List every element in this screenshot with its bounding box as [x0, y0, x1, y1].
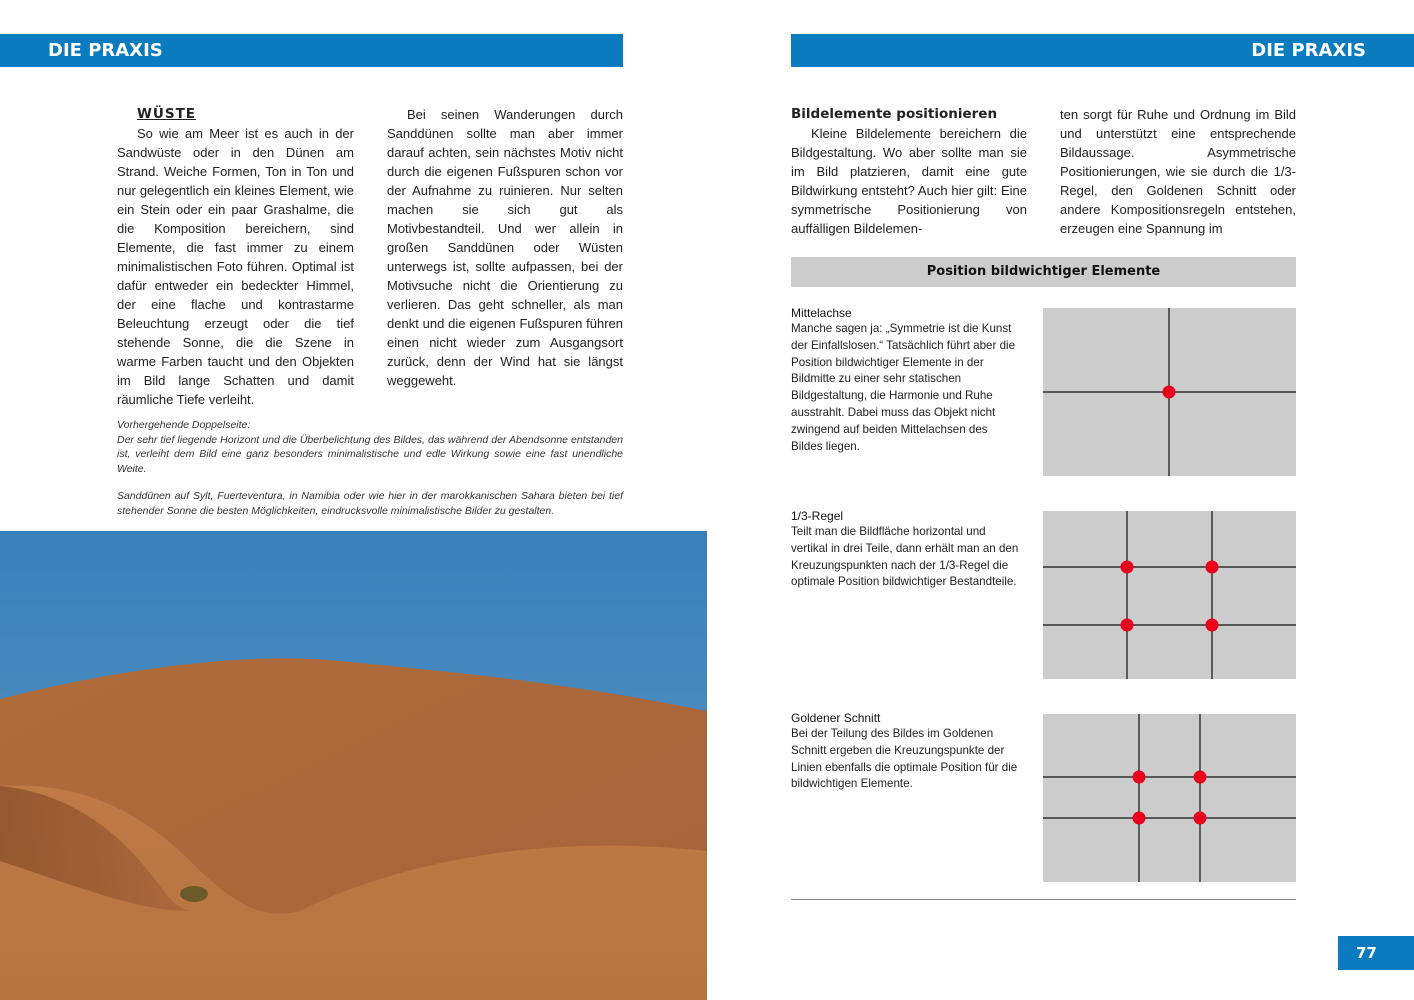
intersection-point	[1121, 619, 1134, 632]
body-text: Bei seinen Wanderungen durch Sanddünen sollte man aber immer darauf achten, sein nächstes Motiv nicht durch die eigenen Fußspuren schon vor der Aufnahme zu ruinieren. Nur selten machen sie sich gut als Motivbestandteil. Und wer allein in großen Sanddünen oder Wüsten unterwegs ist, sollte aufpassen, bei der Motivsuche nicht die Orientierung zu verlieren. Das geht schneller, als man denkt und die eigenen Fußspuren führen einen nicht wieder zum Ausgangsort zurück, denn der Wind hat sie längst weggeweht.	[387, 107, 623, 388]
right-column-2	[1060, 105, 1296, 238]
intersection-point	[1121, 561, 1134, 574]
grass-tuft-icon	[180, 886, 208, 902]
section-title-drittel: 1/3-Regel	[791, 509, 844, 523]
header-title-right: DIE PRAXIS	[1251, 40, 1366, 61]
right-column-1	[791, 105, 1027, 238]
caption-block-2	[117, 489, 623, 518]
section-heading-wueste: WÜSTE	[137, 106, 197, 122]
body-text: Kleine Bildelemente bereichern die Bildgestaltung. Wo aber sollte man sie im Bild platzieren, damit eine gute Bildwirkung entsteht? Auch hier gilt: Eine symmetrische Positionierung von auffälligen Bildelemen-	[791, 126, 1027, 236]
section-title-mittelachse: Mittelachse	[791, 306, 852, 320]
caption-block	[117, 418, 623, 476]
header-band-left	[0, 34, 623, 67]
left-column-2	[387, 105, 623, 390]
diagram-mittelachse	[1043, 308, 1296, 476]
section-text-mittelachse: Manche sagen ja: „Symmetrie ist die Kunst der Einfallslosen.“ Tatsächlich führt aber die Position bildwichtiger Elemente in der Bildmitte zu einer sehr statischen Bildgestaltung, die Harmonie und Ruhe ausstrahlt. Dabei muss das Objekt nicht zwingend auf beiden Mittelachsen des Bildes liegen.	[791, 322, 1016, 453]
section-text-goldener-schnitt: Bei der Teilung des Bildes im Goldenen Schnitt ergeben die Kreuzungspunkte der Linien ebenfalls die optimale Position für die bildwichtigen Elemente.	[791, 727, 1018, 791]
bottom-rule	[791, 899, 1296, 900]
caption-label: Vorhergehende Doppelseite:	[117, 419, 251, 431]
header-band-right	[791, 34, 1414, 67]
diagram-drittel-regel	[1043, 511, 1296, 679]
intersection-point	[1133, 812, 1146, 825]
section-text-drittel: Teilt man die Bildfläche horizontal und vertikal in drei Teile, dann erhält man an den Kreuzungspunkten nach der 1/3-Regel die optimale Position bildwichtiger Bestandteile.	[791, 525, 1019, 589]
header-title-left: DIE PRAXIS	[48, 40, 163, 61]
box-title: Position bildwichtiger Elemente	[791, 257, 1296, 287]
diagram-goldener-schnitt	[1043, 714, 1296, 882]
section-heading-bildelemente: Bildelemente positionieren	[791, 106, 998, 122]
body-text: So wie am Meer ist es auch in der Sandwüste oder in den Dünen am Strand. Weiche Formen, Ton in Ton und nur gelegentlich ein kleines Element, wie ein Stein oder ein paar Grashalme, die die Komposition bereichern, sind Elemente, die fast immer zu einem minimalistischen Foto führen. Optimal ist dafür entweder ein bedeckter Himmel, der eine flache und kontrastarme Beleuchtung erzeugt oder die tief stehende Sonne, die die Szene in warme Farben taucht und den Objekten im Bild lange Schatten und damit räumliche Tiefe verleiht.	[117, 126, 354, 407]
section-title-goldener-schnitt: Goldener Schnitt	[791, 711, 881, 725]
intersection-point	[1194, 812, 1207, 825]
body-text: ten sorgt für Ruhe und Ordnung im Bild und unterstützt eine entsprechende Bildaussage. Asymmetrische Positionierungen, wie sie durch die 1/3-Regel, den Goldenen Schnitt oder andere Kompositionsregeln entstehen, erzeugen eine Spannung im	[1060, 107, 1296, 236]
intersection-point	[1163, 386, 1176, 399]
intersection-point	[1206, 561, 1219, 574]
page-number: 77	[1338, 936, 1414, 970]
caption-text-2: Sanddünen auf Sylt, Fuerteventura, in Namibia oder wie hier in der marokkanischen Sahara bieten bei tief stehender Sonne die besten Möglichkeiten, eindrucksvolle minimalistische Bilder zu gestalten.	[117, 490, 623, 517]
intersection-point	[1206, 619, 1219, 632]
left-column-1	[117, 105, 354, 409]
desert-photo	[0, 531, 707, 1000]
caption-text-1: Der sehr tief liegende Horizont und die Überbelichtung des Bildes, das während der Abendsonne entstanden ist, verleiht dem Bild eine ganz besonders minimalistische und edle Wirkung sowie eine fast unendliche Weite.	[117, 433, 623, 475]
desert-dune-image	[0, 531, 707, 1000]
intersection-point	[1194, 771, 1207, 784]
intersection-point	[1133, 771, 1146, 784]
